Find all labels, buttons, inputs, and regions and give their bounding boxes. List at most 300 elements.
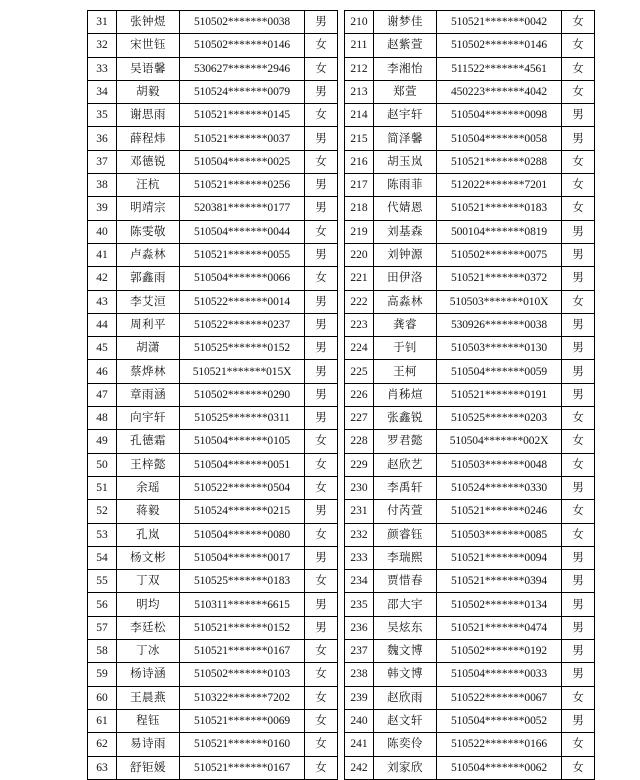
table-row	[345, 709, 595, 732]
row-index: 49	[88, 430, 117, 453]
table-row	[345, 150, 595, 173]
row-name: 王梓懿	[117, 453, 180, 476]
row-name: 陈雯敬	[117, 220, 180, 243]
table-row	[88, 616, 338, 639]
table-row	[88, 150, 338, 173]
table-row	[345, 546, 595, 569]
row-index: 226	[345, 383, 374, 406]
row-index: 36	[88, 127, 117, 150]
row-id-number: 510521*******0042	[437, 11, 562, 34]
row-id-number: 510521*******0037	[180, 127, 305, 150]
table-row	[88, 57, 338, 80]
row-index: 227	[345, 407, 374, 430]
row-name: 明靖宗	[117, 197, 180, 220]
row-sex: 女	[562, 34, 595, 57]
row-sex: 女	[562, 174, 595, 197]
row-name: 胡毅	[117, 80, 180, 103]
row-id-number: 510521*******0474	[437, 616, 562, 639]
row-id-number: 510521*******0256	[180, 174, 305, 197]
table-row	[345, 80, 595, 103]
row-index: 213	[345, 80, 374, 103]
table-row	[345, 383, 595, 406]
row-index: 60	[88, 686, 117, 709]
row-name: 丁双	[117, 570, 180, 593]
row-id-number: 510524*******0079	[180, 80, 305, 103]
row-id-number: 510502*******0075	[437, 243, 562, 266]
row-index: 215	[345, 127, 374, 150]
row-index: 231	[345, 500, 374, 523]
row-sex: 女	[562, 756, 595, 779]
row-sex: 男	[562, 640, 595, 663]
row-sex: 男	[562, 267, 595, 290]
row-id-number: 510502*******0192	[437, 640, 562, 663]
table-row	[88, 453, 338, 476]
row-index: 63	[88, 756, 117, 779]
row-index: 61	[88, 709, 117, 732]
row-index: 221	[345, 267, 374, 290]
row-sex: 女	[562, 733, 595, 756]
table-row	[88, 663, 338, 686]
table-row	[88, 243, 338, 266]
row-id-number: 510521*******0160	[180, 733, 305, 756]
row-name: 赵欣艺	[374, 453, 437, 476]
table-row	[88, 80, 338, 103]
row-sex: 男	[305, 80, 338, 103]
table-row	[88, 640, 338, 663]
row-index: 240	[345, 709, 374, 732]
table-row	[345, 220, 595, 243]
table-row	[88, 407, 338, 430]
row-sex: 女	[562, 150, 595, 173]
row-sex: 女	[562, 57, 595, 80]
table-row	[345, 34, 595, 57]
row-index: 224	[345, 337, 374, 360]
row-sex: 男	[562, 127, 595, 150]
row-name: 韩文博	[374, 663, 437, 686]
row-sex: 女	[562, 686, 595, 709]
table-row	[345, 686, 595, 709]
table-row	[345, 733, 595, 756]
row-id-number: 510521*******0152	[180, 616, 305, 639]
row-index: 47	[88, 383, 117, 406]
row-index: 38	[88, 174, 117, 197]
row-index: 241	[345, 733, 374, 756]
row-sex: 男	[562, 709, 595, 732]
row-name: 赵紫萱	[374, 34, 437, 57]
table-row	[88, 686, 338, 709]
row-id-number: 510521*******0055	[180, 243, 305, 266]
row-id-number: 510504*******0059	[437, 360, 562, 383]
row-sex: 男	[305, 313, 338, 336]
table-row	[88, 104, 338, 127]
row-index: 50	[88, 453, 117, 476]
row-sex: 女	[305, 570, 338, 593]
row-name: 张钟煜	[117, 11, 180, 34]
table-row	[345, 593, 595, 616]
row-index: 42	[88, 267, 117, 290]
table-row	[88, 11, 338, 34]
row-sex: 女	[305, 686, 338, 709]
row-sex: 女	[305, 756, 338, 779]
roster-table-right	[344, 10, 595, 780]
row-sex: 男	[562, 243, 595, 266]
table-row	[88, 476, 338, 499]
row-index: 44	[88, 313, 117, 336]
row-index: 54	[88, 546, 117, 569]
row-index: 32	[88, 34, 117, 57]
row-sex: 男	[562, 337, 595, 360]
row-index: 222	[345, 290, 374, 313]
row-sex: 男	[305, 197, 338, 220]
row-sex: 男	[562, 616, 595, 639]
row-index: 242	[345, 756, 374, 779]
row-id-number: 510521*******0069	[180, 709, 305, 732]
row-sex: 女	[562, 290, 595, 313]
row-name: 孔德霜	[117, 430, 180, 453]
row-name: 刘基森	[374, 220, 437, 243]
row-name: 刘钟源	[374, 243, 437, 266]
row-index: 53	[88, 523, 117, 546]
table-row	[88, 34, 338, 57]
table-row	[88, 197, 338, 220]
row-sex: 女	[562, 80, 595, 103]
table-row	[88, 500, 338, 523]
row-index: 239	[345, 686, 374, 709]
row-name: 杨诗涵	[117, 663, 180, 686]
row-id-number: 530926*******0038	[437, 313, 562, 336]
row-name: 简泽馨	[374, 127, 437, 150]
row-id-number: 510503*******0085	[437, 523, 562, 546]
table-row	[88, 127, 338, 150]
row-index: 230	[345, 476, 374, 499]
row-name: 周利平	[117, 313, 180, 336]
row-name: 魏文博	[374, 640, 437, 663]
table-row	[345, 523, 595, 546]
row-sex: 女	[305, 104, 338, 127]
row-sex: 男	[562, 476, 595, 499]
row-id-number: 510522*******0504	[180, 476, 305, 499]
row-id-number: 510521*******0167	[180, 640, 305, 663]
row-index: 235	[345, 593, 374, 616]
row-index: 45	[88, 337, 117, 360]
row-id-number: 510502*******0146	[437, 34, 562, 57]
row-id-number: 510521*******0394	[437, 570, 562, 593]
row-index: 57	[88, 616, 117, 639]
row-name: 郑萱	[374, 80, 437, 103]
table-row	[345, 267, 595, 290]
row-index: 56	[88, 593, 117, 616]
row-sex: 男	[305, 127, 338, 150]
row-name: 付芮萱	[374, 500, 437, 523]
row-sex: 男	[305, 360, 338, 383]
row-name: 刘家欣	[374, 756, 437, 779]
table-row	[88, 709, 338, 732]
row-name: 赵欣雨	[374, 686, 437, 709]
row-id-number: 510504*******0044	[180, 220, 305, 243]
row-sex: 男	[305, 546, 338, 569]
table-row	[345, 174, 595, 197]
row-index: 234	[345, 570, 374, 593]
row-id-number: 510504*******0052	[437, 709, 562, 732]
row-name: 王晨燕	[117, 686, 180, 709]
row-name: 罗君懿	[374, 430, 437, 453]
row-index: 51	[88, 476, 117, 499]
row-name: 谢思雨	[117, 104, 180, 127]
table-row	[345, 407, 595, 430]
table-row	[345, 453, 595, 476]
row-id-number: 510525*******0311	[180, 407, 305, 430]
row-sex: 女	[305, 220, 338, 243]
table-row	[88, 383, 338, 406]
row-sex: 女	[305, 430, 338, 453]
row-id-number: 510502*******0103	[180, 663, 305, 686]
row-index: 219	[345, 220, 374, 243]
row-id-number: 510503*******010X	[437, 290, 562, 313]
row-name: 丁冰	[117, 640, 180, 663]
row-name: 王柯	[374, 360, 437, 383]
row-index: 232	[345, 523, 374, 546]
row-id-number: 510522*******0166	[437, 733, 562, 756]
row-name: 于钊	[374, 337, 437, 360]
row-name: 赵宇轩	[374, 104, 437, 127]
table-row	[345, 57, 595, 80]
table-row	[88, 593, 338, 616]
row-sex: 男	[562, 383, 595, 406]
row-id-number: 510525*******0203	[437, 407, 562, 430]
row-name: 李瑞熙	[374, 546, 437, 569]
table-row	[345, 197, 595, 220]
row-name: 颜睿钰	[374, 523, 437, 546]
table-row	[345, 243, 595, 266]
row-sex: 女	[305, 523, 338, 546]
row-index: 220	[345, 243, 374, 266]
row-index: 217	[345, 174, 374, 197]
row-name: 李湘怡	[374, 57, 437, 80]
row-name: 田伊洛	[374, 267, 437, 290]
table-row	[345, 663, 595, 686]
table-row	[88, 523, 338, 546]
row-sex: 男	[305, 290, 338, 313]
table-row	[345, 360, 595, 383]
table-row	[345, 500, 595, 523]
table-row	[345, 104, 595, 127]
row-id-number: 510525*******0152	[180, 337, 305, 360]
row-index: 62	[88, 733, 117, 756]
row-id-number: 510504*******0025	[180, 150, 305, 173]
table-row	[345, 430, 595, 453]
row-sex: 男	[562, 360, 595, 383]
row-sex: 男	[305, 11, 338, 34]
row-sex: 女	[562, 430, 595, 453]
row-index: 35	[88, 104, 117, 127]
row-id-number: 510504*******0066	[180, 267, 305, 290]
row-name: 贾惜春	[374, 570, 437, 593]
row-sex: 女	[305, 640, 338, 663]
row-name: 宋世钰	[117, 34, 180, 57]
row-sex: 女	[305, 709, 338, 732]
row-id-number: 510522*******0237	[180, 313, 305, 336]
row-index: 31	[88, 11, 117, 34]
row-index: 34	[88, 80, 117, 103]
row-sex: 女	[305, 150, 338, 173]
row-name: 邓德锐	[117, 150, 180, 173]
row-id-number: 510502*******0038	[180, 11, 305, 34]
row-sex: 女	[305, 34, 338, 57]
row-index: 228	[345, 430, 374, 453]
row-id-number: 530627*******2946	[180, 57, 305, 80]
row-sex: 男	[562, 220, 595, 243]
row-index: 210	[345, 11, 374, 34]
table-row	[345, 570, 595, 593]
row-name: 李廷松	[117, 616, 180, 639]
row-id-number: 512022*******7201	[437, 174, 562, 197]
row-index: 218	[345, 197, 374, 220]
table-row	[88, 337, 338, 360]
row-index: 43	[88, 290, 117, 313]
row-name: 郭鑫雨	[117, 267, 180, 290]
table-row	[88, 174, 338, 197]
row-sex: 女	[305, 453, 338, 476]
table-row	[88, 313, 338, 336]
row-index: 39	[88, 197, 117, 220]
row-name: 卢淼林	[117, 243, 180, 266]
row-index: 236	[345, 616, 374, 639]
row-sex: 女	[562, 500, 595, 523]
row-sex: 女	[305, 663, 338, 686]
row-name: 赵文轩	[374, 709, 437, 732]
row-id-number: 510502*******0146	[180, 34, 305, 57]
table-row	[345, 313, 595, 336]
table-row	[345, 127, 595, 150]
row-name: 薛程炜	[117, 127, 180, 150]
row-id-number: 510521*******0191	[437, 383, 562, 406]
row-name: 张鑫锐	[374, 407, 437, 430]
row-index: 214	[345, 104, 374, 127]
row-sex: 男	[562, 663, 595, 686]
row-sex: 男	[305, 407, 338, 430]
row-index: 223	[345, 313, 374, 336]
row-name: 蔡烨林	[117, 360, 180, 383]
table-row	[88, 570, 338, 593]
row-id-number: 510502*******0290	[180, 383, 305, 406]
row-name: 陈雨菲	[374, 174, 437, 197]
row-sex: 女	[305, 476, 338, 499]
row-sex: 女	[562, 407, 595, 430]
row-index: 229	[345, 453, 374, 476]
table-row	[88, 220, 338, 243]
row-index: 211	[345, 34, 374, 57]
row-name: 吴语馨	[117, 57, 180, 80]
row-name: 吴炫东	[374, 616, 437, 639]
row-id-number: 510504*******0051	[180, 453, 305, 476]
row-name: 陈奕伶	[374, 733, 437, 756]
row-index: 33	[88, 57, 117, 80]
row-id-number: 511522*******4561	[437, 57, 562, 80]
roster-table-left	[87, 10, 338, 780]
row-sex: 男	[562, 546, 595, 569]
row-index: 233	[345, 546, 374, 569]
row-id-number: 510503*******0130	[437, 337, 562, 360]
row-id-number: 510521*******0094	[437, 546, 562, 569]
row-index: 212	[345, 57, 374, 80]
row-sex: 男	[562, 593, 595, 616]
row-index: 41	[88, 243, 117, 266]
row-id-number: 510522*******0067	[437, 686, 562, 709]
row-index: 37	[88, 150, 117, 173]
row-sex: 男	[305, 174, 338, 197]
row-name: 余瑶	[117, 476, 180, 499]
row-sex: 男	[305, 383, 338, 406]
row-sex: 女	[562, 453, 595, 476]
row-name: 邵大宇	[374, 593, 437, 616]
row-id-number: 510524*******0330	[437, 476, 562, 499]
row-sex: 女	[305, 267, 338, 290]
row-id-number: 510322*******7202	[180, 686, 305, 709]
row-index: 40	[88, 220, 117, 243]
row-name: 汪杭	[117, 174, 180, 197]
row-name: 杨文彬	[117, 546, 180, 569]
row-sex: 男	[305, 337, 338, 360]
row-name: 程钰	[117, 709, 180, 732]
table-row	[345, 616, 595, 639]
row-id-number: 510504*******002X	[437, 430, 562, 453]
row-sex: 男	[562, 313, 595, 336]
row-sex: 女	[305, 57, 338, 80]
row-id-number: 510521*******0372	[437, 267, 562, 290]
row-name: 明均	[117, 593, 180, 616]
table-row	[88, 733, 338, 756]
row-id-number: 510311*******6615	[180, 593, 305, 616]
row-index: 58	[88, 640, 117, 663]
row-id-number: 510521*******0145	[180, 104, 305, 127]
row-id-number: 510521*******0183	[437, 197, 562, 220]
row-index: 52	[88, 500, 117, 523]
row-sex: 男	[562, 570, 595, 593]
row-sex: 女	[562, 523, 595, 546]
table-row	[88, 360, 338, 383]
row-id-number: 510521*******0167	[180, 756, 305, 779]
row-id-number: 510521*******0246	[437, 500, 562, 523]
row-id-number: 510504*******0058	[437, 127, 562, 150]
row-sex: 男	[562, 104, 595, 127]
row-index: 237	[345, 640, 374, 663]
table-row	[88, 546, 338, 569]
row-index: 55	[88, 570, 117, 593]
table-row	[88, 430, 338, 453]
row-name: 高淼林	[374, 290, 437, 313]
roster-tables	[96, 10, 584, 780]
row-name: 向宇轩	[117, 407, 180, 430]
row-name: 李禹轩	[374, 476, 437, 499]
table-row	[88, 267, 338, 290]
row-index: 46	[88, 360, 117, 383]
row-sex: 女	[562, 11, 595, 34]
row-sex: 男	[305, 500, 338, 523]
row-sex: 女	[562, 197, 595, 220]
row-name: 谢梦佳	[374, 11, 437, 34]
table-row	[345, 756, 595, 779]
row-id-number: 510504*******0098	[437, 104, 562, 127]
row-name: 肖秭煊	[374, 383, 437, 406]
row-name: 胡玉岚	[374, 150, 437, 173]
row-index: 216	[345, 150, 374, 173]
row-sex: 男	[305, 593, 338, 616]
row-index: 238	[345, 663, 374, 686]
row-id-number: 510504*******0080	[180, 523, 305, 546]
table-row	[345, 290, 595, 313]
row-id-number: 510522*******0014	[180, 290, 305, 313]
row-id-number: 500104*******0819	[437, 220, 562, 243]
